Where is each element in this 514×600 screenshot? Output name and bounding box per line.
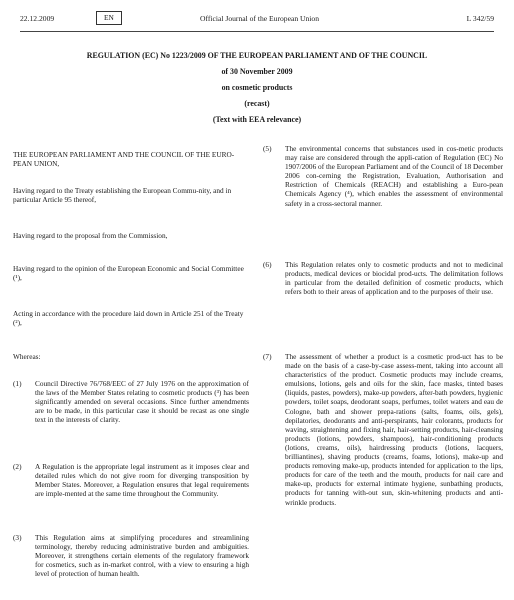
recital-text: The environmental concerns that substances used in cos-metic products may raise are considered through the appli-cation of Regulation (EC) No 1907/2006 of the European Parliament and of the Council of 18 December 2006 con-cerning the Registration, Evaluation, Authorisation and Restriction of Chemicals (REACH) and establishing a Euro-pean Chemicals Agency (⁴), which enables the assessment of environmental safety in a cross-sectoral manner. — [285, 144, 503, 208]
recital-number: (1) — [13, 379, 22, 388]
recital-number: (7) — [263, 352, 272, 361]
recital-number: (6) — [263, 260, 272, 269]
preamble-intro: THE EUROPEAN PARLIAMENT AND THE COUNCIL OF THE EURO-PEAN UNION, — [13, 150, 235, 169]
recital-text: This Regulation relates only to cosmetic products and not to medicinal products, medical devices or biocidal prod-ucts. The delimitation follows in particular from the detailed definition of cosmetic products, which refers both to their areas of application and to the purposes of their use. — [285, 260, 503, 297]
recital-number: (2) — [13, 462, 22, 471]
recital-text: This Regulation aims at simplifying procedures and streamlining terminology, thereby reducing administrative burden and ambiguities. Moreover, it strengthens certain elements of the regulatory framework for cosmetics, such as in-market control, with a view to ensuring a high level of protection of human health. — [35, 533, 249, 579]
language-badge: EN — [96, 11, 122, 25]
title-line-subject: on cosmetic products — [221, 83, 293, 92]
title-line-recast: (recast) — [244, 99, 270, 108]
header-divider — [20, 31, 494, 32]
citation-proposal: Having regard to the proposal from the Commission, — [13, 231, 168, 240]
citation-procedure: Acting in accordance with the procedure laid down in Article 251 of the Treaty (²), — [13, 309, 244, 328]
title-line-date: of 30 November 2009 — [221, 67, 293, 76]
title-line-eea: (Text with EEA relevance) — [212, 115, 302, 124]
journal-name: Official Journal of the European Union — [200, 14, 320, 23]
left-column — [13, 150, 249, 590]
recital-text: The assessment of whether a product is a cosmetic prod-uct has to be made on the basis of a case-by-case assess-ment, taking into account all characteristics of the product. Cosmetic products may include creams, emulsions, lotions, gels and oils for the skin, face masks, tinted bases (liquids, pastes, powders), make-up powders, after-bath powders, hygienic powders, toilet soaps, deodorant soaps, perfumes, toilet waters and eau de Cologne, bath and shower prepa-rations (salts, foams, oils, gels), depilatories, deodorants and anti-perspirants, hair colorants, products for waving, straightening and fixing hair, hair-setting products, hair-cleansing products (lotions, powders, shampoos), hair-conditioning products (lotions, creams, oils), hairdressing products (lotions, lacquers, brilliantines), shaving products (creams, foams, lotions), make-up and products removing make-up, products intended for application to the lips, products for care of the teeth and the mouth, products for nail care and make-up, products for external intimate hygiene, sunbathing products, products for tanning with-out sun, skin-whitening products and anti-wrinkle products. — [285, 352, 503, 507]
title-line-regulation: REGULATION (EC) No 1223/2009 OF THE EUROPEAN PARLIAMENT AND OF THE COUNCIL — [86, 51, 428, 60]
recital-text: A Regulation is the appropriate legal instrument as it imposes clear and detailed rules which do not give room for diverging transposition by Member States. Moreover, a Regulation ensures that legal requirements are imple-mented at the same time throughout the Community. — [35, 462, 249, 499]
recital-text: Council Directive 76/768/EEC of 27 July 1976 on the approximation of the laws of the Member States relating to cosmetic products (³) has been significantly amended on several occasions. Since further amendments are to be made, in this particular case it should be recast as one single text in the interests of clarity. — [35, 379, 249, 425]
right-column — [263, 144, 503, 590]
citation-opinion: Having regard to the opinion of the European Economic and Social Committee (¹), — [13, 264, 244, 283]
page-reference: L 342/59 — [466, 14, 494, 23]
page-header — [20, 11, 494, 27]
publication-date: 22.12.2009 — [20, 14, 55, 23]
regulation-title — [40, 48, 474, 128]
citation-treaty: Having regard to the Treaty establishing the European Commu-nity, and in particular Article 95 thereof, — [13, 186, 232, 205]
whereas-heading: Whereas: — [13, 352, 41, 361]
recital-number: (3) — [13, 533, 22, 542]
recital-number: (5) — [263, 144, 272, 153]
